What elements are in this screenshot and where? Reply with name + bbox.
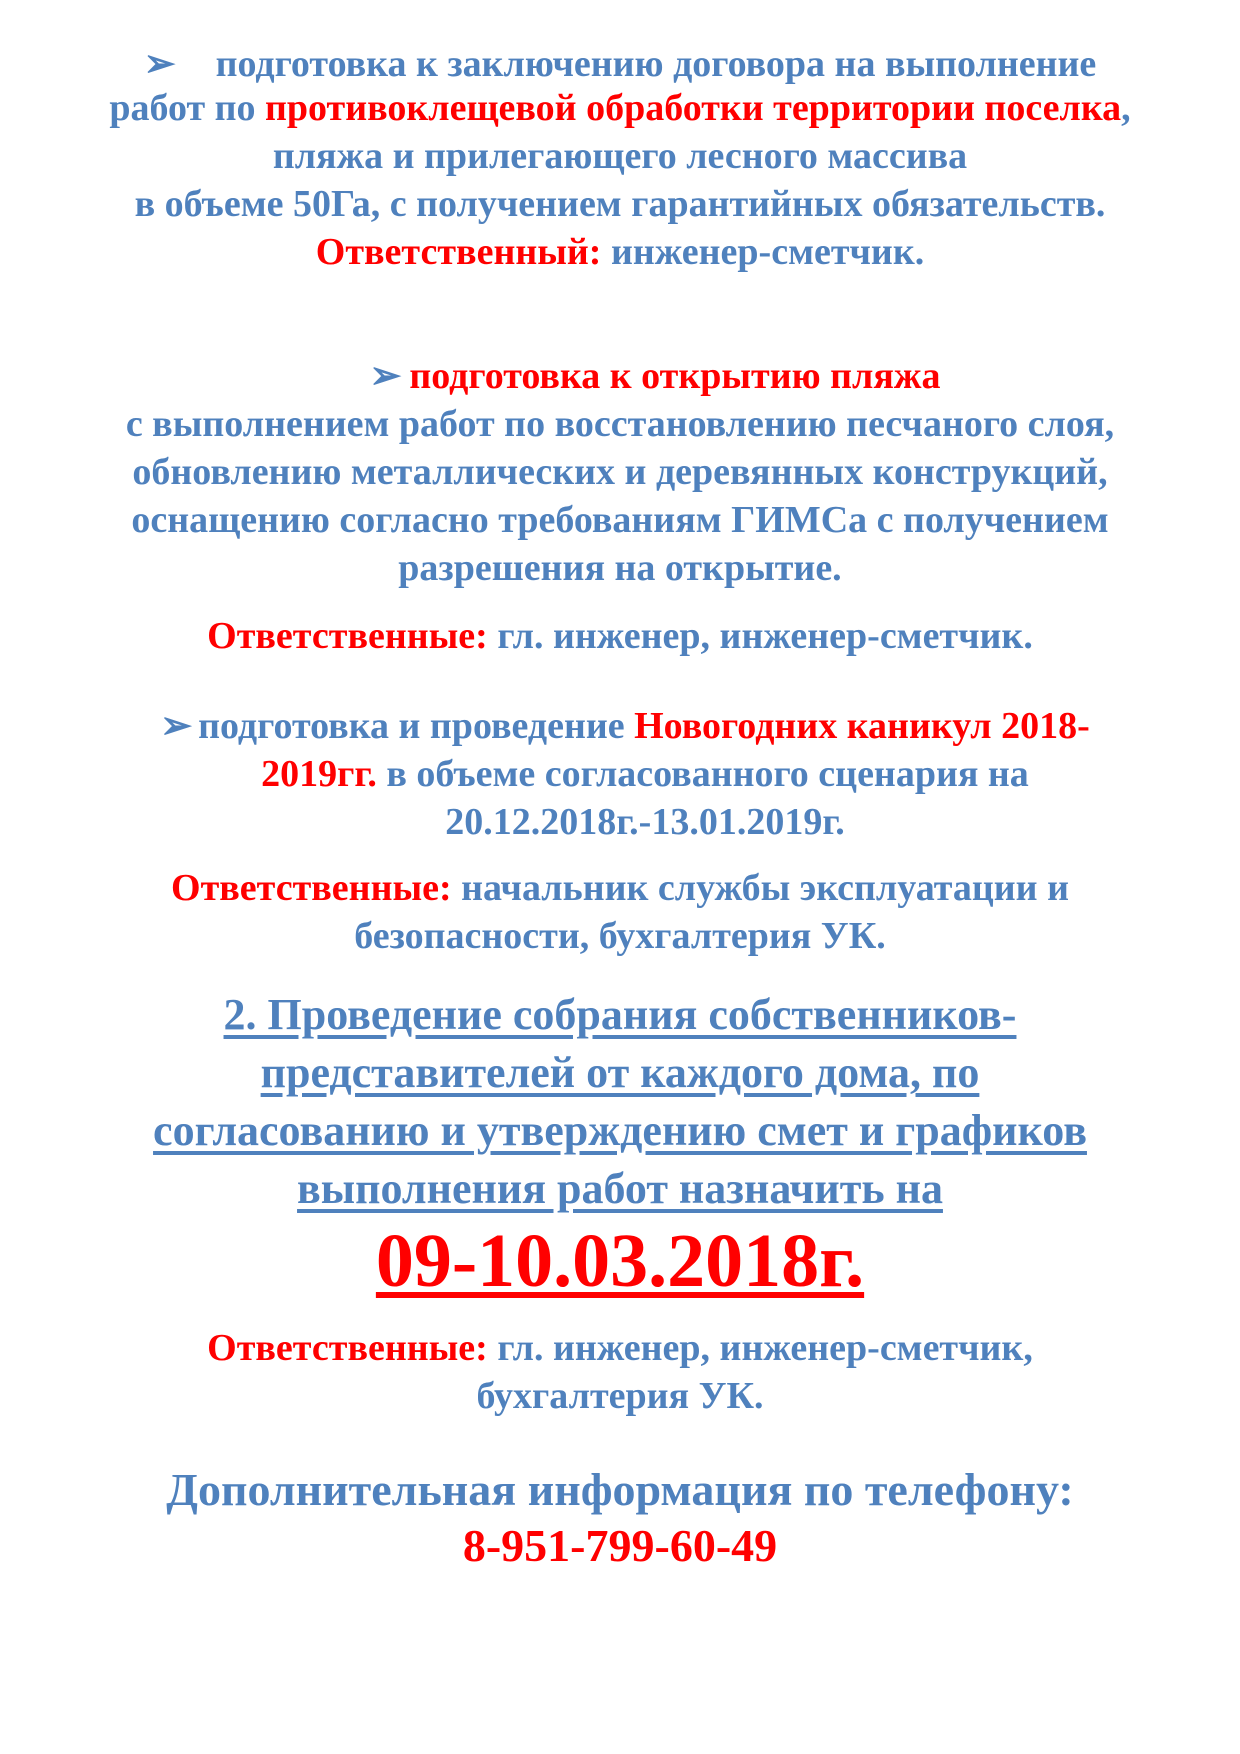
responsible-value-cont: бухгалтерия УК. [476,1375,764,1417]
item-1-highlight: противоклещевой обработки территории поселка [265,87,1122,129]
item-3-dates: 20.12.2018г.-13.01.2019г. [445,801,845,843]
item-1-block [0,40,1240,228]
responsible-value: гл. инженер, инженер-сметчик, [487,1327,1033,1369]
contact-title: Дополнительная информация по телефону: [166,1464,1074,1515]
item-2-responsible [0,612,1240,660]
item-2-line-2: обновлению металлических и деревянных конструкций, [132,451,1108,493]
item-1-line-1: подготовка к заключению договора на выполнение [215,43,1097,85]
item-3-line-1-pre: подготовка и проведение [198,705,635,747]
section-2-line-3: согласованию и утверждению смет и графиков [153,1106,1087,1155]
responsible-label: Ответственные: [207,1327,488,1369]
section-2-responsible [0,1324,1240,1420]
item-2-title: подготовка к открытию пляжа [409,355,941,397]
contact-block [0,1462,1240,1574]
item-3-highlight: Новогодних каникул 2018- [634,705,1090,747]
section-2-line-1: 2. Проведение собрания собственников- [223,990,1017,1039]
responsible-label: Ответственный: [315,231,602,273]
responsible-value: гл. инженер, инженер-сметчик. [487,615,1033,657]
item-2-line-4: разрешения на открытие. [398,547,842,589]
section-2-line-2: представителей от каждого дома, по [260,1048,980,1097]
responsible-value: начальник службы эксплуатации и [451,867,1069,909]
bullet-arrow-icon: ➢ [160,705,193,747]
item-2-line-3: оснащению согласно требованиям ГИМСа с получением [131,499,1109,541]
item-3-line-2: в объеме согласованного сценария на [376,753,1029,795]
item-1-line-4: в объеме 50Га, с получением гарантийных обязательств. [134,183,1106,225]
responsible-value: инженер-сметчик. [601,231,925,273]
responsible-label: Ответственные: [207,615,488,657]
meeting-date: 09-10.03.2018г. [375,1219,865,1303]
responsible-value-cont: безопасности, бухгалтерия УК. [354,915,886,957]
bullet-arrow-icon: ➢ [369,355,402,397]
responsible-label: Ответственные: [171,867,452,909]
section-2-date-block [0,1216,1240,1306]
item-1-responsible [0,228,1240,276]
bullet-arrow-icon: ➢ [143,43,176,85]
item-2-line-1: с выполнением работ по восстановлению песчаного слоя, [125,403,1115,445]
section-2-block [0,986,1240,1218]
item-1-line-2-pre: работ по [109,87,266,129]
item-3-responsible [0,864,1240,960]
item-1-line-3: пляжа и прилегающего лесного массива [272,135,968,177]
section-2-line-4: выполнения работ назначить на [297,1164,943,1213]
contact-phone: 8-951-799-60-49 [462,1520,778,1571]
item-3-highlight-cont: 2019гг. [261,753,377,795]
item-1-line-2-post: , [1121,87,1131,129]
item-3-block [0,702,1240,846]
item-2-block [0,352,1240,592]
